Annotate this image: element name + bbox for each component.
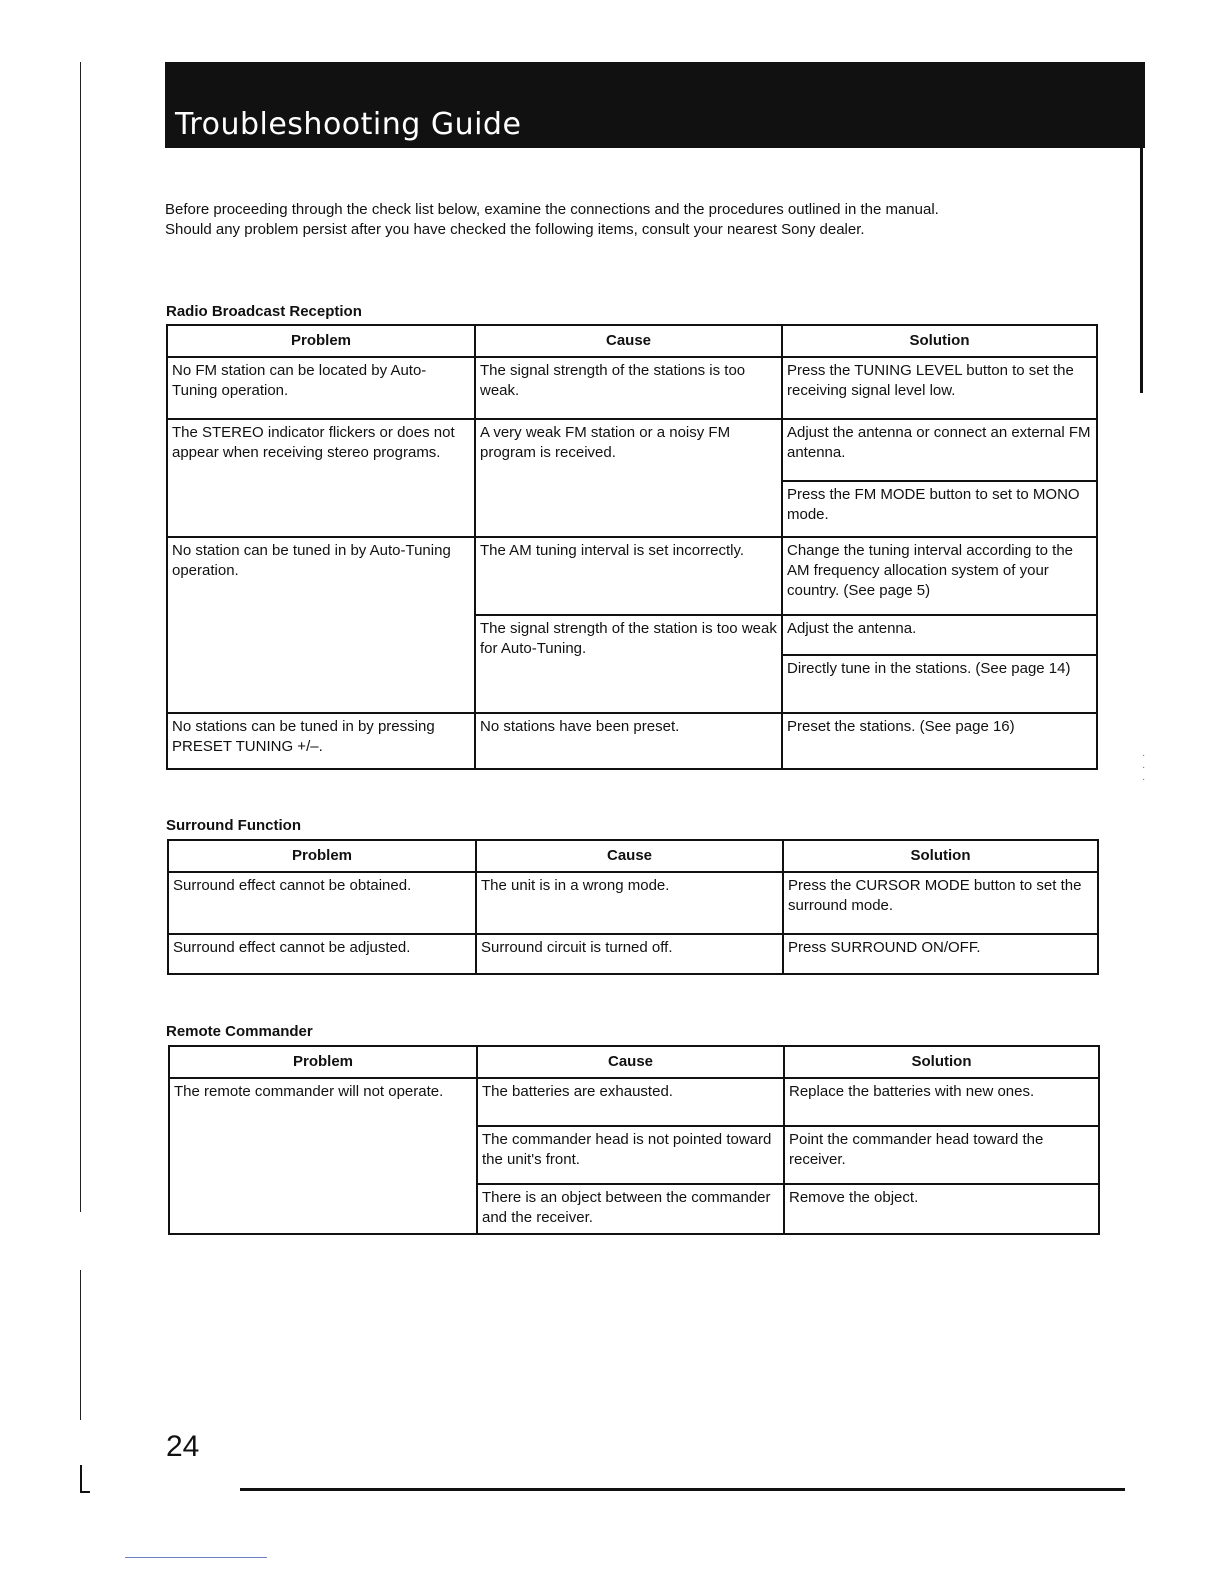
table-row <box>167 713 1097 769</box>
column-header-solution: Solution <box>784 1046 1099 1078</box>
section-heading-radio: Radio Broadcast Reception <box>166 303 362 320</box>
solution-cell: Point the commander head toward the receiver. <box>784 1126 1099 1184</box>
solution-cell: Preset the stations. (See page 16) <box>782 713 1097 769</box>
table-header-row <box>167 325 1097 357</box>
problem-cell: No stations can be tuned in by pressing PRESET TUNING +/–. <box>167 713 475 769</box>
cause-cell: The signal strength of the stations is too weak. <box>475 357 782 419</box>
solution-cell: Press SURROUND ON/OFF. <box>783 934 1098 974</box>
cause-cell: The unit is in a wrong mode. <box>476 872 783 934</box>
solution-cell: Remove the object. <box>784 1184 1099 1234</box>
column-header-problem: Problem <box>168 840 476 872</box>
table-row <box>167 357 1097 419</box>
table-row <box>168 934 1098 974</box>
column-header-problem: Problem <box>167 325 475 357</box>
corner-line <box>125 1557 267 1558</box>
intro-line-1: Before proceeding through the check list below, examine the connections and the procedures outlined in the manual. <box>165 201 939 218</box>
cause-cell: The batteries are exhausted. <box>477 1078 784 1126</box>
scan-specks: · · · <box>1142 750 1146 785</box>
table-row <box>167 419 1097 481</box>
table-header-row <box>168 840 1098 872</box>
page-title: Troubleshooting Guide <box>175 107 522 142</box>
cause-cell: The signal strength of the station is too weak for Auto-Tuning. <box>475 615 782 713</box>
intro-line-2: Should any problem persist after you have checked the following items, consult your nearest Sony dealer. <box>165 221 865 238</box>
solution-cell: Replace the batteries with new ones. <box>784 1078 1099 1126</box>
left-margin-rule <box>80 62 81 1212</box>
intro-paragraph <box>165 200 1125 240</box>
section-heading-surround: Surround Function <box>166 817 301 834</box>
column-header-solution: Solution <box>782 325 1097 357</box>
page-number: 24 <box>166 1430 200 1463</box>
crop-mark <box>80 1465 82 1493</box>
surround-table <box>167 839 1099 975</box>
cause-cell: The commander head is not pointed toward the unit's front. <box>477 1126 784 1184</box>
solution-cell: Press the TUNING LEVEL button to set the receiving signal level low. <box>782 357 1097 419</box>
problem-cell: The STEREO indicator flickers or does not appear when receiving stereo programs. <box>167 419 475 537</box>
cause-cell: The AM tuning interval is set incorrectly. <box>475 537 782 615</box>
table-header-row <box>169 1046 1099 1078</box>
table-row <box>168 872 1098 934</box>
solution-cell: Adjust the antenna. <box>782 615 1097 655</box>
right-margin-rule <box>1140 148 1143 393</box>
solution-cell: Change the tuning interval according to the AM frequency allocation system of your country. (See page 5) <box>782 537 1097 615</box>
column-header-cause: Cause <box>475 325 782 357</box>
cause-cell: No stations have been preset. <box>475 713 782 769</box>
cause-cell: There is an object between the commander and the receiver. <box>477 1184 784 1234</box>
table-row <box>167 537 1097 615</box>
solution-cell: Press the FM MODE button to set to MONO mode. <box>782 481 1097 537</box>
solution-cell: Adjust the antenna or connect an external FM antenna. <box>782 419 1097 481</box>
remote-table <box>168 1045 1100 1235</box>
bottom-rule <box>240 1488 1125 1491</box>
crop-mark-foot <box>80 1491 90 1493</box>
problem-cell: Surround effect cannot be adjusted. <box>168 934 476 974</box>
problem-cell: No FM station can be located by Auto-Tuning operation. <box>167 357 475 419</box>
column-header-problem: Problem <box>169 1046 477 1078</box>
solution-cell: Press the CURSOR MODE button to set the surround mode. <box>783 872 1098 934</box>
radio-table <box>166 324 1098 770</box>
cause-cell: A very weak FM station or a noisy FM program is received. <box>475 419 782 537</box>
column-header-cause: Cause <box>477 1046 784 1078</box>
section-heading-remote: Remote Commander <box>166 1023 313 1040</box>
title-bar <box>165 62 1145 148</box>
problem-cell: The remote commander will not operate. <box>169 1078 477 1234</box>
problem-cell: Surround effect cannot be obtained. <box>168 872 476 934</box>
problem-cell: No station can be tuned in by Auto-Tuning operation. <box>167 537 475 713</box>
cause-cell: Surround circuit is turned off. <box>476 934 783 974</box>
column-header-cause: Cause <box>476 840 783 872</box>
column-header-solution: Solution <box>783 840 1098 872</box>
left-margin-rule-lower <box>80 1270 81 1420</box>
solution-cell: Directly tune in the stations. (See page 14) <box>782 655 1097 713</box>
table-row <box>169 1078 1099 1126</box>
